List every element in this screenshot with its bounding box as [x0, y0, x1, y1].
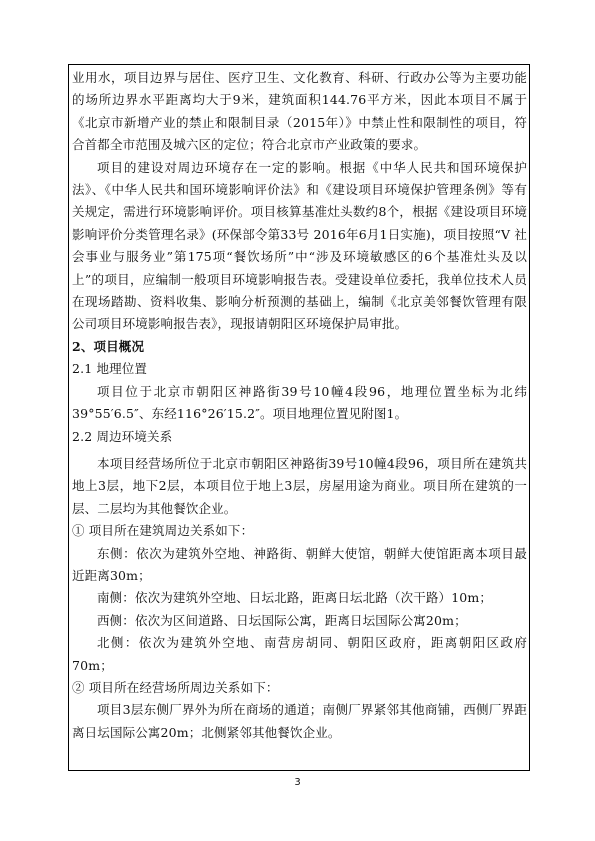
paragraph-eia-basis: 项目的建设对周边环境存在一定的影响。根据《中华人民共和国环境保护法》、《中华人民共和国环境影响评价法》和《建设项目环境保护管理条例》等有关规定，需进行环境影响评价。项目核算基准灶头数约8个，根据《建设项目环境影响评价分类管理名录》(环保部令第33号 2016年6月1日实施)，项目按照“V 社会事业与服务业”第175项“餐饮场所”中“涉及环境敏感区的6个基准灶头及以上”的项目，应编制一般项目环境影响报告表。受建设单位委托，我单位技术人员在现场踏勘、资料收集、影响分析预测的基础上，编制《北京美邻餐饮管理有限公司项目环境影响报告表》，现报请朝阳区环境保护局审批。 [72, 159, 527, 332]
list-item-east: 东侧：依次为建筑外空地、神路街、朝鲜大使馆，朝鲜大使馆距离本项目最近距离30m； [72, 545, 527, 583]
list-item-north: 北侧：依次为建筑外空地、南营房胡同、朝阳区政府，距离朝阳区政府70m； [72, 635, 527, 673]
list-item-west: 西侧：依次为区间道路、日坛国际公寓，距离日坛国际公寓20m； [97, 612, 467, 628]
paragraph-surroundings: 本项目经营场所位于北京市朝阳区神路街39号10幢4段96，项目所在建筑共地上3层，地下2层，本项目位于地上3层，房屋用途为商业。项目所在建筑的一层、二层均为其他餐饮企业。 [72, 455, 527, 516]
list-title-site-surroundings: ② 项目所在经营场所周边关系如下： [72, 679, 279, 695]
subsection-title-location: 2.1 地理位置 [72, 361, 148, 377]
document-body [72, 67, 527, 744]
list-title-building-surroundings: ① 项目所在建筑周边关系如下： [72, 523, 254, 539]
subsection-title-surroundings: 2.2 周边环境关系 [72, 428, 173, 444]
page-number: 3 [294, 777, 301, 788]
paragraph-industry-policy: 业用水，项目边界与居住、医疗卫生、文化教育、科研、行政办公等为主要功能的场所边界水平距离均大于9米，建筑面积144.76平方米，因此本项目不属于《北京市新增产业的禁止和限制目录（2015年）》中禁止性和限制性的项目，符合首都全市范围及城六区的定位；符合北京市产业政策的要求。 [72, 70, 527, 153]
paragraph-site-surroundings: 项目3层东侧厂界外为所在商场的通道；南侧厂界紧邻其他商铺，西侧厂界距离日坛国际公寓20m；北侧紧邻其他餐饮企业。 [72, 702, 527, 740]
list-item-south: 南侧：依次为建筑外空地、日坛北路，距离日坛北路（次干路）10m； [97, 590, 493, 606]
paragraph-location: 项目位于北京市朝阳区神路街39号10幢4段96，地理位置坐标为北纬39°55′6.5″、东经116°26′15.2″。项目地理位置见附图1。 [72, 383, 527, 422]
section-title-project-overview: 2、项目概况 [72, 338, 145, 354]
